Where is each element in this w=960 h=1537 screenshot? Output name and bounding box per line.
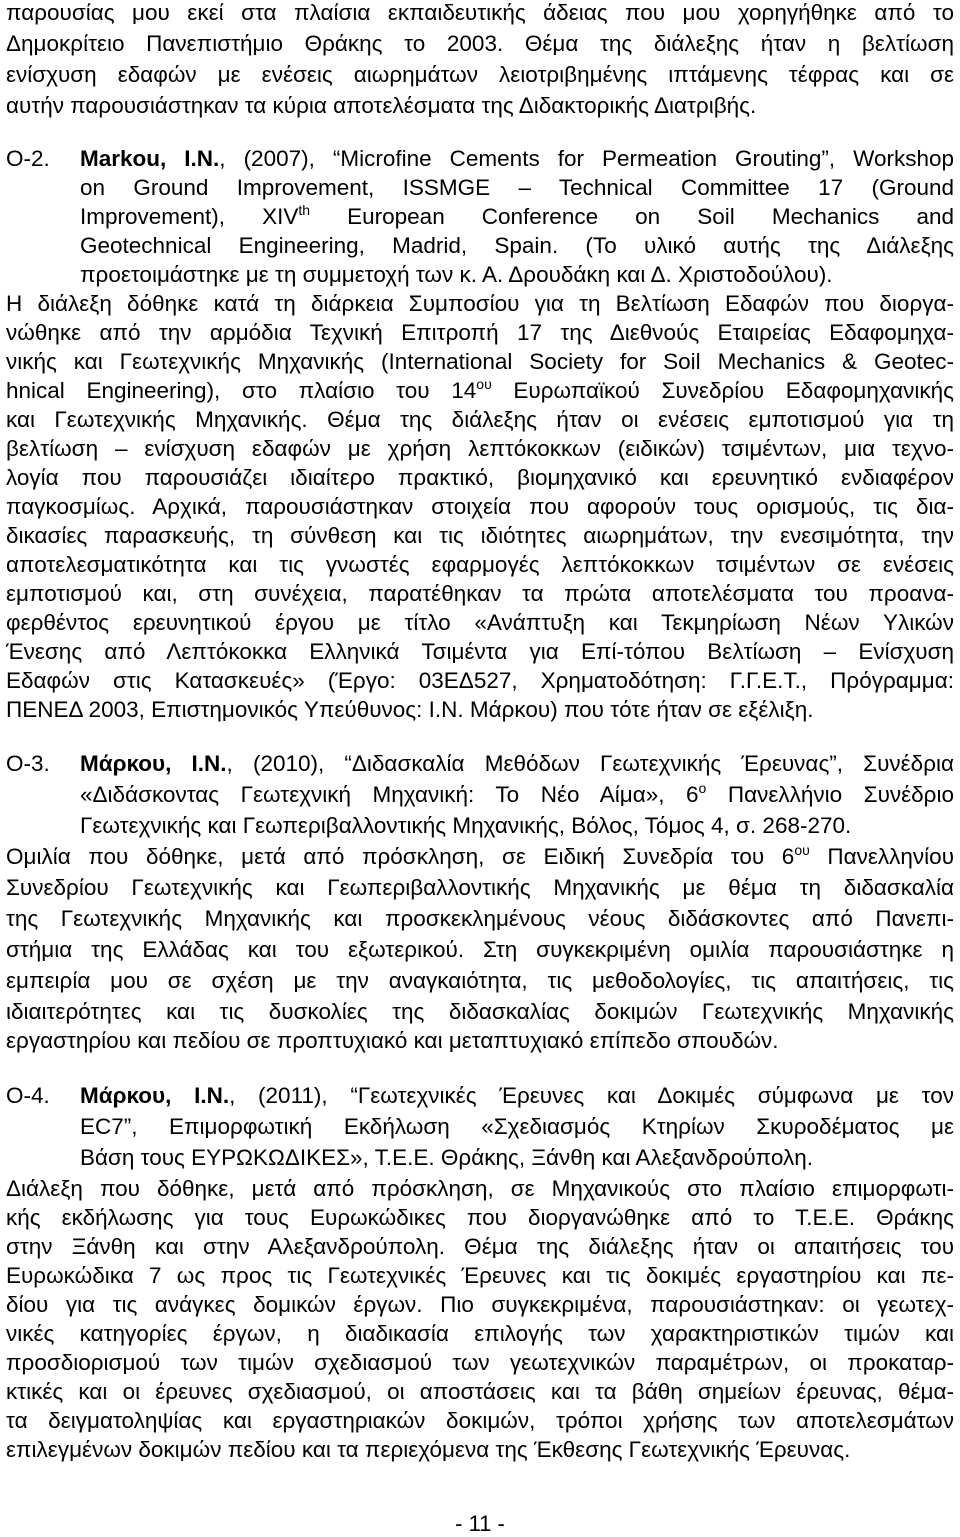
desc-line: τα δειγματοληψίας και εργαστηριακών δοκιμών, τρόποι χρήσης των αποτελεσμάτων xyxy=(6,1408,954,1433)
entry-id: Ο-4. xyxy=(6,1083,50,1108)
desc-line: και Γεωτεχνικής Μηχανικής. Θέμα της διάλεξης ήταν οι ενέσεις εμποτισμού για τη xyxy=(6,407,954,432)
desc-line: Η διάλεξη δόθηκε κατά τη διάρκεια Συμποσίου για τη Βελτίωση Εδαφών που διοργα- xyxy=(6,291,954,316)
desc-line: κής εκδήλωσης για τους Ευρωκώδικες που διοργανώθηκε από το Τ.Ε.Ε. Θράκης xyxy=(6,1205,954,1230)
desc-line: επιλεγμένων δοκιμών πεδίου και τα περιεχόμενα της Έκθεσης Γεωτεχνικής Έρευνας. xyxy=(6,1437,851,1462)
desc-line: ΠΕΝΕΔ 2003, Επιστημονικός Υπεύθυνος: Ι.Ν. Μάρκου) που τότε ήταν σε εξέλιξη. xyxy=(6,697,814,722)
desc-line: της Γεωτεχνικής Μηχανικής και προσκεκλημένους νέους διδάσκοντες από Πανεπι- xyxy=(6,906,954,931)
reference-line: προετοιμάστηκε με τη συμμετοχή των κ. Α. Δρουδάκη και Δ. Χριστοδούλου). xyxy=(80,262,833,287)
desc-line: παγκοσμίως. Αρχικά, παρουσιάστηκαν στοιχεία που αφορούν τους ορισμούς, τις δια- xyxy=(6,494,954,519)
desc-line: hnical Engineering), στο πλαίσιο του $14^{o\upsilon}$ Ευρωπαϊκού Συνεδρίου Εδαφομηχανικής xyxy=(6,376,954,403)
reference-line: Γεωτεχνικής και Γεωπεριβαλλοντικής Μηχανικής, Βόλος, Τόμος 4, σ. 268-270. xyxy=(80,813,852,838)
desc-line: Συνεδρίου Γεωτεχνικής και Γεωπεριβαλλοντικής Μηχανικής με θέμα τη διδασκαλία xyxy=(6,875,954,900)
text-line: παρουσίας μου εκεί στα πλαίσια εκπαιδευτικής άδειας που μου χορηγήθηκε από το xyxy=(6,0,954,25)
author-name: Markou, I.N. xyxy=(80,146,220,171)
desc-line: νικής και Γεωτεχνικής Μηχανικής (International Society for Soil Mechanics & Geotec- xyxy=(6,349,954,374)
reference-line: Markou, I.N., (2007), “Microfine Cements for Permeation Grouting”, Workshop xyxy=(80,146,954,171)
desc-line: Διάλεξη που δόθηκε, μετά από πρόσκληση, σε Μηχανικούς στο πλαίσιο επιμορφωτι- xyxy=(6,1176,954,1201)
desc-line: νικές κατηγορίες έργων, η διαδικασία επιλογής των χαρακτηριστικών τιμών και xyxy=(6,1321,954,1346)
desc-line: λογία που παρουσιάζει ιδιαίτερο πρακτικό, βιομηχανικό και ερευνητικό ενδιαφέρον xyxy=(6,465,954,490)
text-line: αυτήν παρουσιάστηκαν τα κύρια αποτελέσματα της Διδακτορικής Διατριβής. xyxy=(6,93,757,118)
desc-line: Ευρωκώδικα 7 ως προς τις Γεωτεχνικές Έρευνες και τις δοκιμές εργαστηρίου και πε- xyxy=(6,1263,954,1288)
reference-line: Improvement), XIVth European Conference on Soil Mechanics and xyxy=(80,202,954,229)
text-line: Δημοκρίτειο Πανεπιστήμιο Θράκης το 2003. Θέμα της διάλεξης ήταν η βελτίωση xyxy=(6,31,954,56)
desc-line: προσδιορισμού των τιμών σχεδιασμού των γεωτεχνικών παραμέτρων, οι προκαταρ- xyxy=(6,1350,954,1375)
entry-id: Ο-2. xyxy=(6,146,50,171)
reference-line: Μάρκου, Ι.Ν., (2010), “Διδασκαλία Μεθόδων Γεωτεχνικής Έρευνας”, Συνέδρια xyxy=(80,751,955,776)
desc-line: εργαστηρίου και πεδίου σε προπτυχιακό και μεταπτυχιακό επίπεδο σπουδών. xyxy=(6,1028,779,1053)
author-name: Μάρκου, Ι.Ν. xyxy=(80,1083,230,1108)
page-number: - 11 - xyxy=(455,1511,505,1536)
desc-line: δίου για τις ανάγκες δομικών έργων. Πιο συγκεκριμένα, παρουσιάστηκαν: οι γεωτεχ- xyxy=(6,1292,954,1317)
desc-line: αποτελεσματικότητα και τις γνωστές εφαρμογές λεπτόκοκκων τσιμέντων σε ενέσεις xyxy=(6,552,954,577)
desc-line: Ένεσης από Λεπτόκοκκα Ελληνικά Τσιμέντα για Επί-τόπου Βελτίωση – Ενίσχυση xyxy=(6,639,954,664)
desc-line: φερθέντος ερευνητικού έργου με τίτλο «Ανάπτυξη και Τεκμηρίωση Νέων Υλικών xyxy=(6,610,954,635)
reference-line: on Ground Improvement, ISSMGE – Technical Committee 17 (Ground xyxy=(80,175,954,200)
desc-line: εμπειρία μου σε σχέση με την αναγκαιότητα, τις μεθοδολογίες, τις απαιτήσεις, τις xyxy=(6,968,954,993)
desc-line: νώθηκε από την αρμόδια Τεχνική Επιτροπή 17 της Διεθνούς Εταιρείας Εδαφομηχα- xyxy=(6,320,954,345)
desc-line: στην Ξάνθη και στην Αλεξανδρούπολη. Θέμα της διάλεξης ήταν οι απαιτήσεις του xyxy=(6,1234,954,1259)
desc-line: εμποτισμού και, στη συνέχεια, παρατέθηκαν τα πρώτα αποτελέσματα του προανα- xyxy=(6,581,954,606)
reference-line: Geotechnical Engineering, Madrid, Spain. (Το υλικό αυτής της Διάλεξης xyxy=(80,233,954,258)
desc-line: Ομιλία που δόθηκε, μετά από πρόσκληση, σε Ειδική Συνεδρία του $6^{o\upsilon}$ Πανελληνίου xyxy=(6,842,955,869)
reference-line: EC7”, Επιμορφωτική Εκδήλωση «Σχεδιασμός Κτηρίων Σκυροδέματος με xyxy=(80,1114,954,1139)
text-line: ενίσχυση εδαφών με ενέσεις αιωρημάτων λειοτριβημένης ιπτάμενης τέφρας και σε xyxy=(6,62,954,87)
entry-id: Ο-3. xyxy=(6,751,50,776)
desc-line: βελτίωση – ενίσχυση εδαφών με χρήση λεπτόκοκκων (ειδικών) τσιμέντων, μια τεχνο- xyxy=(6,436,954,461)
desc-line: ιδιαιτερότητες και τις δυσκολίες της διδασκαλίας δοκιμών Γεωτεχνικής Μηχανικής xyxy=(6,999,954,1024)
desc-line: Εδαφών στις Κατασκευές» (Έργο: 03ΕΔ527, Χρηματοδότηση: Γ.Γ.Ε.Τ., Πρόγραμμα: xyxy=(6,668,954,693)
reference-line: «Διδάσκοντας Γεωτεχνική Μηχανική: Το Νέο Αίμα», $6^o$ Πανελλήνιο Συνέδριο xyxy=(80,780,954,807)
desc-line: δικασίες παρασκευής, τη σύνθεση και τις ιδιότητες αιωρημάτων, την ενεσιμότητα, την xyxy=(6,523,954,548)
desc-line: κτικές και οι έρευνες σχεδιασμού, οι αποστάσεις και τα βάθη σημείων έρευνας, θέμα- xyxy=(6,1379,954,1404)
reference-line: Μάρκου, Ι.Ν., (2011), “Γεωτεχνικές Έρευνες και Δοκιμές σύμφωνα με τον xyxy=(80,1083,954,1108)
author-name: Μάρκου, Ι.Ν. xyxy=(80,751,227,776)
reference-line: Βάση τους ΕΥΡΩΚΩΔΙΚΕΣ», Τ.Ε.Ε. Θράκης, Ξάνθη και Αλεξανδρούπολη. xyxy=(80,1145,813,1170)
desc-line: στήμια της Ελλάδας και του εξωτερικού. Στη συγκεκριμένη ομιλία παρουσιάστηκε η xyxy=(6,937,954,962)
